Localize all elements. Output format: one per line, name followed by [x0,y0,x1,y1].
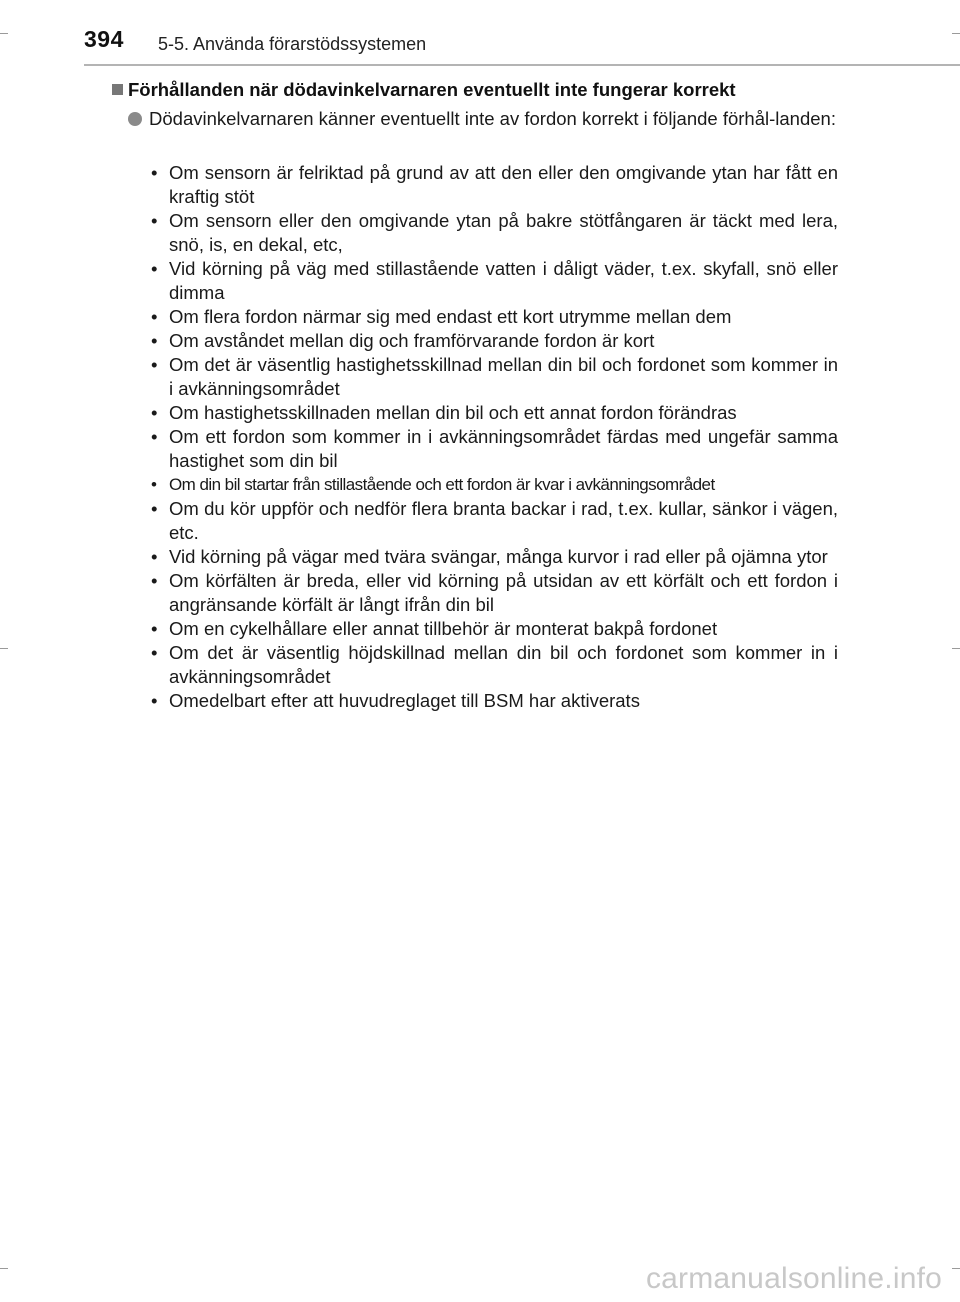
bullet-glyph: • [151,258,158,279]
list-item-text: Om sensorn är felriktad på grund av att den eller den omgivande ytan har fått en kraftig stöt [169,162,838,207]
list-item [148,329,838,353]
crop-mark [952,1268,960,1269]
crop-mark [952,648,960,649]
list-item-text: Om körfälten är breda, eller vid körning på utsidan av ett körfält och ett fordon i angränsande körfält är långt ifrån din bil [169,570,838,615]
watermark: carmanualsonline.info [645,1262,942,1295]
bullet-glyph: • [151,475,157,494]
list-item-text: Om flera fordon närmar sig med endast ett kort utrymme mellan dem [169,306,732,327]
conditions-list [148,161,838,713]
list-item [148,545,838,569]
list-item [148,425,838,473]
section-heading-text: Förhållanden när dödavinkelvarnaren eventuellt inte fungerar korrekt [128,79,736,100]
page-number: 394 [84,26,124,52]
list-item [148,401,838,425]
chapter-title: 5-5. Använda förarstödssystemen [158,34,427,54]
list-item-text: Om det är väsentlig höjdskillnad mellan din bil och fordonet som kommer in i avkänningsområdet [169,642,838,687]
bullet-glyph: • [151,402,158,423]
list-item [148,689,838,713]
list-item-text: Om en cykelhållare eller annat tillbehör är monterat bakpå fordonet [169,618,718,639]
list-item [148,257,838,305]
list-item [148,641,838,689]
crop-mark [0,1268,8,1269]
bullet-glyph: • [151,210,158,231]
list-item-text: Om du kör uppför och nedför flera branta backar i rad, t.ex. kullar, sänkor i vägen, etc. [169,498,838,543]
crop-mark [0,648,8,649]
bullet-glyph: • [151,354,158,375]
bullet-glyph: • [151,570,158,591]
list-item [148,353,838,401]
header-divider [84,64,960,66]
list-item-text: Om ett fordon som kommer in i avkänningsområdet färdas med ungefär samma hastighet som din bil [169,426,838,471]
list-item-text: Vid körning på väg med stillastående vatten i dåligt väder, t.ex. skyfall, snö eller dimma [169,258,838,303]
list-item-text: Om sensorn eller den omgivande ytan på bakre stötfångaren är täckt med lera, snö, is, en dekal, etc, [169,210,838,255]
page-header [0,0,960,66]
lead-paragraph [128,107,840,131]
list-item [148,617,838,641]
square-bullet-icon [112,84,123,95]
list-item-text: Omedelbart efter att huvudreglaget till BSM har aktiverats [169,690,640,711]
circle-bullet-icon [128,112,142,126]
list-item [148,161,838,209]
list-item-text: Om avståndet mellan dig och framförvarande fordon är kort [169,330,655,351]
section-heading [112,79,852,101]
bullet-glyph: • [151,546,158,567]
bullet-glyph: • [151,498,158,519]
list-item-text: Om det är väsentlig hastighetsskillnad mellan din bil och fordonet som kommer in i avkänningsområdet [169,354,838,399]
bullet-glyph: • [151,306,158,327]
bullet-glyph: • [151,618,158,639]
list-item-text: Om hastighetsskillnaden mellan din bil och ett annat fordon förändras [169,402,737,423]
bullet-glyph: • [151,330,158,351]
lead-text: Dödavinkelvarnaren känner eventuellt inte av fordon korrekt i följande förhål-landen: [149,108,836,129]
bullet-glyph: • [151,162,158,183]
list-item [148,569,838,617]
list-item [148,473,838,497]
list-item [148,305,838,329]
list-item-text: Om din bil startar från stillastående och ett fordon är kvar i avkänningsområdet [169,475,715,494]
list-item-text: Vid körning på vägar med tvära svängar, många kurvor i rad eller på ojämna ytor [169,546,828,567]
bullet-glyph: • [151,690,158,711]
list-item [148,209,838,257]
list-item [148,497,838,545]
bullet-glyph: • [151,642,158,663]
bullet-glyph: • [151,426,158,447]
